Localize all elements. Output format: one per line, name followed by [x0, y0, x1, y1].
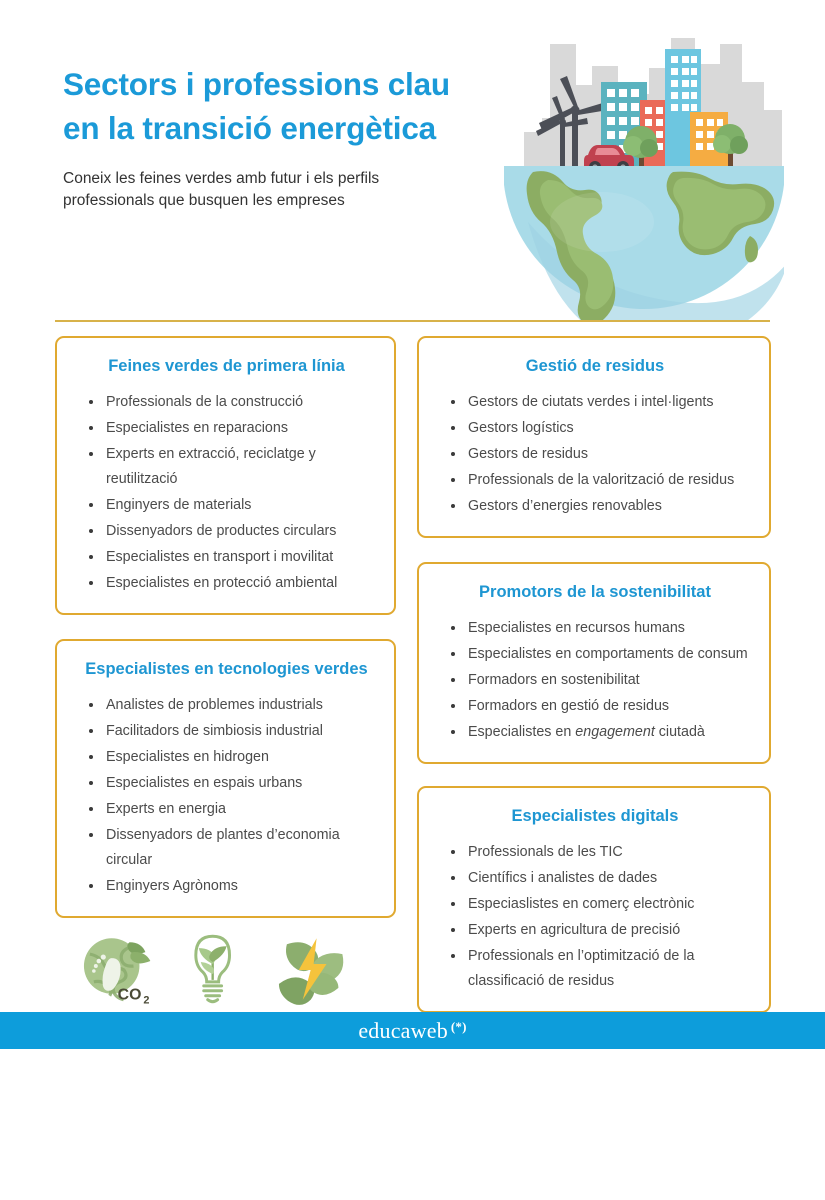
list-item: Formadors en gestió de residus — [449, 694, 755, 719]
educaweb-logo[interactable] — [358, 1018, 466, 1044]
list-item: Enginyers Agrònoms — [87, 874, 380, 899]
list-item: Analistes de problemes industrials — [87, 693, 380, 718]
list-item: Professionals de la valorització de residus — [449, 468, 755, 493]
list-item: Científics i analistes de dades — [449, 866, 755, 891]
card-title: Gestió de residus — [525, 357, 665, 375]
list-item: Professionals de la construcció — [87, 390, 380, 415]
right-column — [417, 336, 771, 1035]
footer-bar — [0, 1012, 825, 1049]
card-list — [73, 693, 380, 899]
card-list — [435, 390, 755, 519]
earth-globe — [503, 27, 788, 320]
green-lightbulb-plant-icon — [175, 930, 250, 1006]
leaf-energy-bolt-icon — [273, 930, 348, 1006]
list-item: Especialistes en comportaments de consum — [449, 642, 755, 667]
list-item: Gestors logístics — [449, 416, 755, 441]
card-title: Especialistes digitals — [511, 807, 679, 825]
list-item: Especiaslistes en comerç electrònic — [449, 892, 755, 917]
svg-text:2: 2 — [143, 994, 150, 1006]
co2-footprint-globe-icon — [78, 930, 153, 1006]
list-item: Especialistes en hidrogen — [87, 745, 380, 770]
list-item: Especialistes en engagement ciutadà — [449, 720, 755, 745]
card-list — [435, 616, 755, 745]
card-title: Feines verdes de primera línia — [108, 357, 345, 375]
card-feines-verdes-primera-linia — [55, 336, 396, 615]
card-list — [435, 840, 755, 994]
card-gestio-de-residus — [417, 336, 771, 538]
list-item: Enginyers de materials — [87, 493, 380, 518]
card-title: Promotors de la sostenibilitat — [479, 583, 711, 601]
card-title: Especialistes en tecnologies verdes — [85, 660, 368, 678]
page-subtitle: Coneix les feines verdes amb futur i els perfils professionals que busquen les empreses — [63, 170, 380, 209]
list-item: Formadors en sostenibilitat — [449, 668, 755, 693]
card-especialistes-digitals — [417, 786, 771, 1013]
list-item: Experts en energia — [87, 797, 380, 822]
list-item: Gestors de ciutats verdes i intel·ligents — [449, 390, 755, 415]
list-item: Dissenyadors de plantes d’economia circular — [87, 823, 380, 873]
page-title: Sectors i professions clau en la transició energètica — [63, 66, 450, 146]
list-item: Especialistes en transport i movilitat — [87, 545, 380, 570]
list-item: Experts en agricultura de precisió — [449, 918, 755, 943]
eco-icon-row — [78, 928, 348, 1008]
list-item: Especialistes en recursos humans — [449, 616, 755, 641]
left-column — [55, 336, 396, 940]
header — [0, 0, 825, 320]
list-item: Facilitadors de simbiosis industrial — [87, 719, 380, 744]
list-item: Especialistes en espais urbans — [87, 771, 380, 796]
list-item: Professionals en l’optimització de la classificació de residus — [449, 944, 755, 994]
logo-wordmark: educaweb — [358, 1017, 448, 1043]
card-especialistes-tecnologies-verdes — [55, 639, 396, 918]
list-item: Gestors de residus — [449, 442, 755, 467]
list-item: Especialistes en protecció ambiental — [87, 571, 380, 596]
list-item: Gestors d’energies renovables — [449, 494, 755, 519]
card-list — [73, 390, 380, 596]
globe-green-city-illustration — [498, 22, 790, 320]
list-item: Dissenyadors de productes circulars — [87, 519, 380, 544]
svg-text:CO: CO — [117, 986, 142, 1004]
list-item: Professionals de les TIC — [449, 840, 755, 865]
header-text-block — [63, 62, 463, 212]
list-item: Experts en extracció, reciclatge y reutilització — [87, 442, 380, 492]
card-promotors-de-la-sostenibilitat — [417, 562, 771, 764]
logo-asterisk-mark: (*) — [450, 1018, 467, 1034]
header-divider — [55, 320, 770, 322]
list-item: Especialistes en reparacions — [87, 416, 380, 441]
